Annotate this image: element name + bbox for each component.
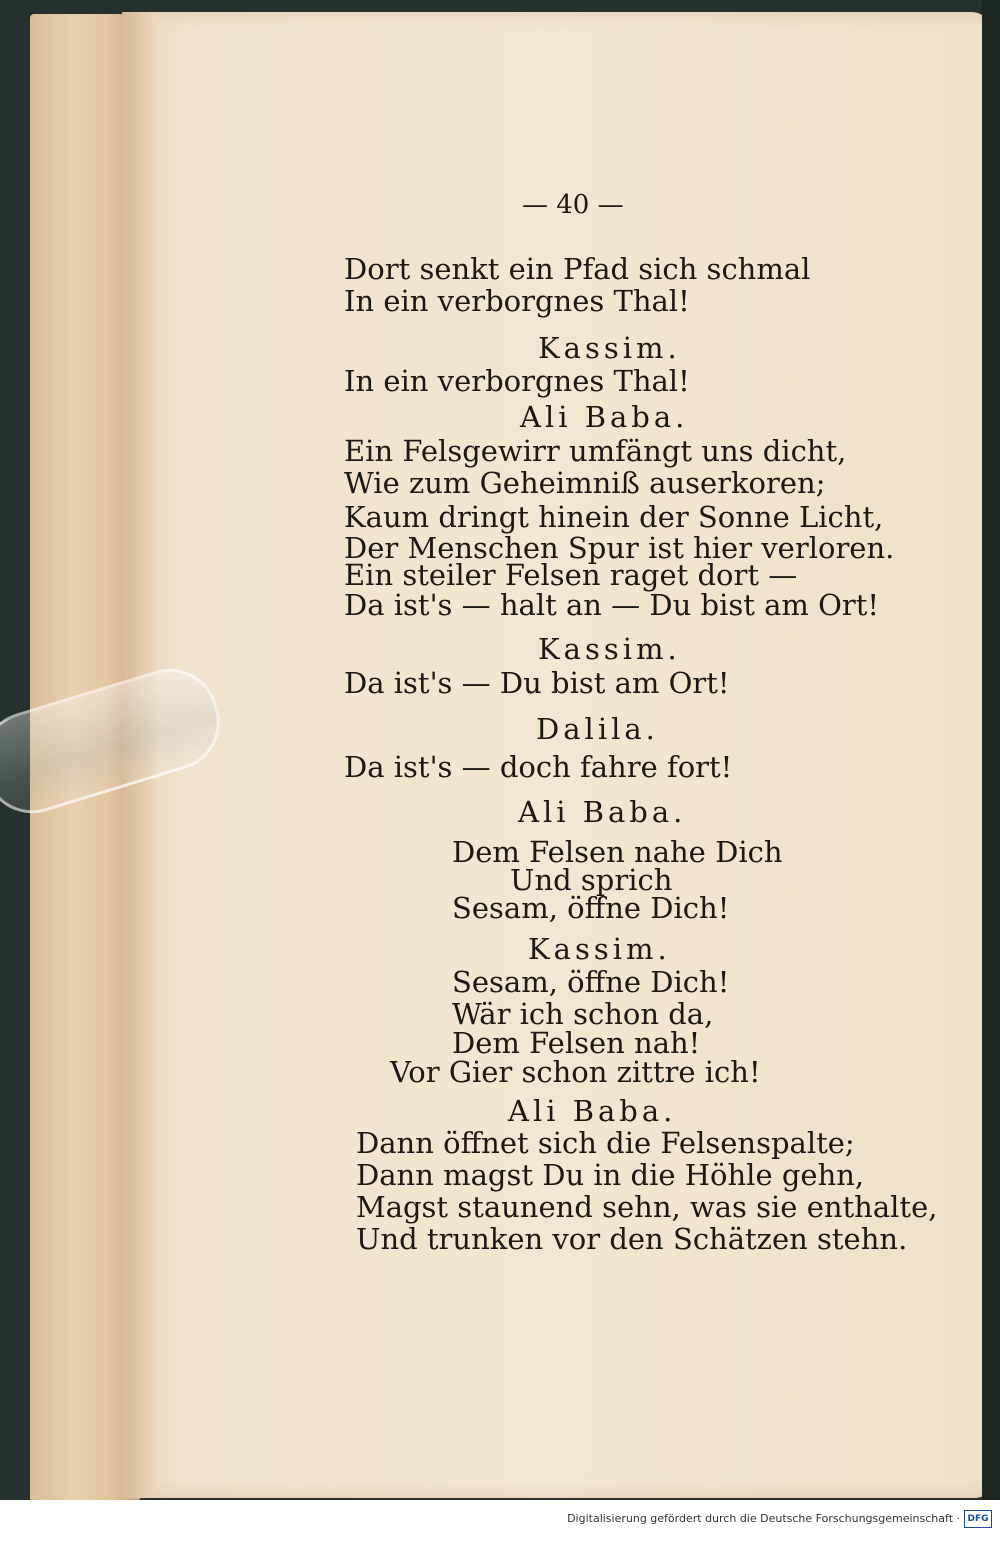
verse-line: Da ist's — halt an — Du bist am Ort! xyxy=(344,588,880,622)
verse-line: Ein steiler Felsen raget dort — xyxy=(344,558,798,592)
verse-line: Sesam, öffne Dich! xyxy=(452,965,730,999)
speaker-name: Dalila. xyxy=(536,712,659,746)
speaker-name: Kassim. xyxy=(528,932,671,966)
footer-bar xyxy=(0,1500,1000,1543)
verse-line: Dann magst Du in die Höhle gehn, xyxy=(356,1158,865,1192)
verse-line: Wie zum Geheimniß auserkoren; xyxy=(344,466,826,500)
page-number: — 40 — xyxy=(522,190,624,220)
speaker-name: Ali Baba. xyxy=(520,400,689,434)
verse-line: Sesam, öffne Dich! xyxy=(452,891,730,925)
verse-line: Magst staunend sehn, was sie enthalte, xyxy=(356,1190,938,1224)
dfg-logo: DFG xyxy=(964,1510,992,1528)
verse-line: Dort senkt ein Pfad sich schmal xyxy=(344,252,811,286)
speaker-name: Ali Baba. xyxy=(518,795,687,829)
verse-line: Ein Felsgewirr umfängt uns dicht, xyxy=(344,434,847,468)
funding-notice: Digitalisierung gefördert durch die Deutsche Forschungsgemeinschaft · xyxy=(567,1512,960,1525)
verse-line: Vor Gier schon zittre ich! xyxy=(390,1055,761,1089)
verse-line: Da ist's — doch fahre fort! xyxy=(344,750,733,784)
verse-line: Wär ich schon da, xyxy=(452,997,714,1031)
verse-line: In ein verborgnes Thal! xyxy=(344,284,690,318)
verse-line: Da ist's — Du bist am Ort! xyxy=(344,666,730,700)
speaker-name: Kassim. xyxy=(538,331,681,365)
speaker-name: Ali Baba. xyxy=(508,1094,677,1128)
speaker-name: Kassim. xyxy=(538,632,681,666)
verse-line: Dann öffnet sich die Felsenspalte; xyxy=(356,1126,855,1160)
verse-line: Dem Felsen nah! xyxy=(452,1026,701,1060)
verse-line: Dem Felsen nahe Dich xyxy=(452,835,783,869)
verse-line: Und sprich xyxy=(510,863,673,897)
verse-line: Kaum dringt hinein der Sonne Licht, xyxy=(344,500,884,534)
verse-line: Der Menschen Spur ist hier verloren. xyxy=(344,531,895,565)
verse-line: Und trunken vor den Schätzen stehn. xyxy=(356,1222,908,1256)
verse-line: In ein verborgnes Thal! xyxy=(344,364,690,398)
